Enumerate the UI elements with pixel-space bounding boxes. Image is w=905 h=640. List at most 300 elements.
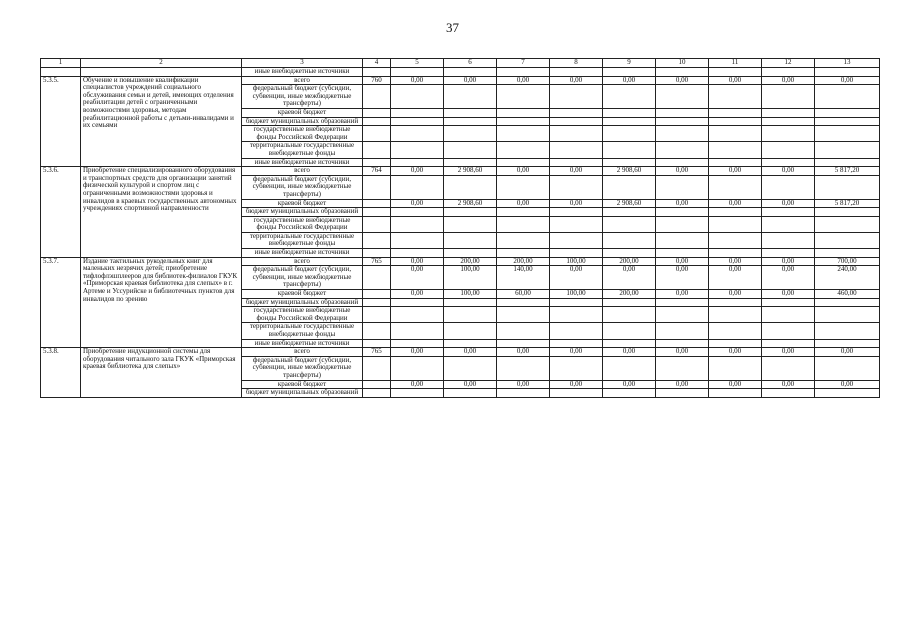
value-cell <box>550 208 603 217</box>
value-cell: 200,00 <box>497 257 550 266</box>
grbs-code <box>363 108 391 117</box>
value-cell <box>603 108 656 117</box>
value-cell <box>550 232 603 248</box>
value-cell: 0,00 <box>550 266 603 290</box>
value-cell <box>444 232 497 248</box>
value-cell <box>709 117 762 126</box>
value-cell: 100,00 <box>444 266 497 290</box>
grbs-code <box>363 208 391 217</box>
value-cell <box>444 126 497 142</box>
col-header: 6 <box>444 59 497 68</box>
value-cell <box>391 85 444 109</box>
source-cell: территориальные государственные внебюджетные фонды <box>242 323 363 339</box>
value-cell <box>497 108 550 117</box>
value-cell: 100,00 <box>550 257 603 266</box>
col-header: 3 <box>242 59 363 68</box>
budget-table-container <box>40 58 880 398</box>
value-cell <box>444 249 497 258</box>
item-code: 5.3.7. <box>41 257 81 348</box>
value-cell <box>762 307 815 323</box>
value-cell: 0,00 <box>391 348 444 357</box>
value-cell <box>391 298 444 307</box>
value-cell <box>603 85 656 109</box>
grbs-code <box>363 126 391 142</box>
value-cell <box>550 298 603 307</box>
value-cell <box>391 356 444 380</box>
value-cell: 0,00 <box>497 380 550 389</box>
value-cell: 0,00 <box>709 266 762 290</box>
grbs-code <box>363 117 391 126</box>
value-cell <box>709 307 762 323</box>
value-cell <box>709 356 762 380</box>
value-cell: 0,00 <box>762 348 815 357</box>
source-cell: бюджет муниципальных образований <box>242 117 363 126</box>
value-cell <box>550 117 603 126</box>
value-cell: 60,00 <box>497 290 550 299</box>
value-cell <box>656 356 709 380</box>
value-cell <box>709 298 762 307</box>
value-cell <box>656 208 709 217</box>
source-cell: всего <box>242 76 363 85</box>
item-name: Приобретение специализированного оборудования и транспортных средств для организации занятий физической культурой и спортом лиц с ограниченными возможностями здоровья и инвалидов в краевых государственных автономных учреждениях спортивной направленности <box>81 167 242 258</box>
value-cell <box>815 298 880 307</box>
value-cell <box>603 175 656 199</box>
value-cell <box>762 249 815 258</box>
value-cell <box>762 175 815 199</box>
source-cell: краевой бюджет <box>242 290 363 299</box>
grbs-code <box>363 307 391 323</box>
col-header: 2 <box>81 59 242 68</box>
grbs-code <box>363 232 391 248</box>
value-cell <box>656 158 709 167</box>
value-cell: 0,00 <box>497 199 550 208</box>
value-cell: 100,00 <box>550 290 603 299</box>
grbs-code <box>363 85 391 109</box>
value-cell <box>762 85 815 109</box>
value-cell: 0,00 <box>709 348 762 357</box>
source-cell: иные внебюджетные источники <box>242 339 363 348</box>
value-cell <box>497 126 550 142</box>
value-cell: 0,00 <box>709 167 762 176</box>
value-cell <box>762 142 815 158</box>
value-cell: 0,00 <box>762 257 815 266</box>
value-cell <box>762 108 815 117</box>
value-cell: 0,00 <box>815 380 880 389</box>
value-cell <box>603 307 656 323</box>
value-cell <box>391 232 444 248</box>
value-cell <box>550 389 603 398</box>
value-cell <box>497 208 550 217</box>
value-cell <box>497 307 550 323</box>
item-code: 5.3.8. <box>41 348 81 398</box>
grbs-code <box>363 389 391 398</box>
budget-table-body <box>41 59 880 398</box>
value-cell <box>550 175 603 199</box>
value-cell <box>603 158 656 167</box>
value-cell <box>444 389 497 398</box>
source-cell: федеральный бюджет (субсидии, субвенции, иные межбюджетные трансферты) <box>242 175 363 199</box>
value-cell: 0,00 <box>391 380 444 389</box>
budget-table <box>40 58 880 398</box>
value-cell: 200,00 <box>444 257 497 266</box>
value-cell <box>444 298 497 307</box>
value-cell <box>709 158 762 167</box>
value-cell <box>709 249 762 258</box>
value-cell <box>391 142 444 158</box>
value-cell <box>391 108 444 117</box>
source-cell: федеральный бюджет (субсидии, субвенции, иные межбюджетные трансферты) <box>242 85 363 109</box>
value-cell <box>497 117 550 126</box>
value-cell <box>603 389 656 398</box>
value-cell <box>391 339 444 348</box>
value-cell <box>444 117 497 126</box>
col-header: 9 <box>603 59 656 68</box>
value-cell <box>709 126 762 142</box>
value-cell <box>497 298 550 307</box>
value-cell: 0,00 <box>391 290 444 299</box>
value-cell <box>444 216 497 232</box>
value-cell <box>815 249 880 258</box>
value-cell: 0,00 <box>762 380 815 389</box>
source-cell: всего <box>242 167 363 176</box>
item-code: 5.3.6. <box>41 167 81 258</box>
value-cell <box>656 307 709 323</box>
value-cell: 0,00 <box>603 380 656 389</box>
value-cell <box>603 339 656 348</box>
grbs-code <box>363 249 391 258</box>
value-cell: 0,00 <box>815 76 880 85</box>
value-cell <box>762 323 815 339</box>
value-cell <box>762 216 815 232</box>
value-cell: 0,00 <box>815 348 880 357</box>
value-cell <box>444 307 497 323</box>
value-cell: 0,00 <box>709 380 762 389</box>
value-cell: 0,00 <box>656 266 709 290</box>
value-cell <box>762 158 815 167</box>
value-cell <box>550 142 603 158</box>
value-cell <box>709 108 762 117</box>
value-cell: 460,00 <box>815 290 880 299</box>
value-cell <box>603 232 656 248</box>
value-cell: 140,00 <box>497 266 550 290</box>
value-cell <box>656 85 709 109</box>
value-cell: 0,00 <box>391 76 444 85</box>
value-cell <box>709 208 762 217</box>
value-cell <box>656 339 709 348</box>
value-cell <box>762 389 815 398</box>
value-cell <box>709 216 762 232</box>
value-cell <box>391 307 444 323</box>
value-cell: 0,00 <box>709 199 762 208</box>
value-cell: 0,00 <box>656 167 709 176</box>
value-cell <box>815 323 880 339</box>
value-cell: 0,00 <box>603 266 656 290</box>
value-cell <box>656 323 709 339</box>
grbs-code: 760 <box>363 76 391 85</box>
value-cell <box>497 142 550 158</box>
source-cell: территориальные государственные внебюджетные фонды <box>242 142 363 158</box>
col-header: 12 <box>762 59 815 68</box>
value-cell <box>815 85 880 109</box>
value-cell <box>550 108 603 117</box>
value-cell <box>656 126 709 142</box>
value-cell <box>656 249 709 258</box>
value-cell: 200,00 <box>603 290 656 299</box>
source-cell: иные внебюджетные источники <box>242 68 363 77</box>
value-cell <box>603 117 656 126</box>
col-header: 8 <box>550 59 603 68</box>
value-cell <box>550 339 603 348</box>
table-row <box>41 348 880 357</box>
col-header: 1 <box>41 59 81 68</box>
value-cell <box>391 175 444 199</box>
value-cell <box>444 85 497 109</box>
source-cell: государственные внебюджетные фонды Российской Федерации <box>242 126 363 142</box>
value-cell: 2 908,60 <box>603 167 656 176</box>
value-cell: 2 908,60 <box>444 167 497 176</box>
value-cell <box>497 175 550 199</box>
value-cell: 0,00 <box>656 76 709 85</box>
value-cell <box>815 126 880 142</box>
value-cell <box>762 298 815 307</box>
value-cell <box>656 117 709 126</box>
value-cell <box>497 339 550 348</box>
value-cell <box>815 389 880 398</box>
source-cell: федеральный бюджет (субсидии, субвенции, иные межбюджетные трансферты) <box>242 266 363 290</box>
value-cell: 0,00 <box>656 380 709 389</box>
value-cell <box>550 126 603 142</box>
value-cell: 0,00 <box>497 167 550 176</box>
value-cell <box>444 108 497 117</box>
value-cell: 0,00 <box>709 76 762 85</box>
value-cell <box>391 158 444 167</box>
value-cell: 100,00 <box>444 290 497 299</box>
header-row <box>41 59 880 68</box>
grbs-code <box>363 298 391 307</box>
value-cell <box>656 232 709 248</box>
value-cell <box>497 389 550 398</box>
grbs-code: 764 <box>363 167 391 176</box>
value-cell <box>550 249 603 258</box>
value-cell: 0,00 <box>762 290 815 299</box>
value-cell <box>603 126 656 142</box>
col-header: 4 <box>363 59 391 68</box>
value-cell <box>656 216 709 232</box>
table-row <box>41 257 880 266</box>
value-cell: 0,00 <box>762 199 815 208</box>
value-cell <box>815 108 880 117</box>
value-cell <box>444 175 497 199</box>
value-cell <box>762 117 815 126</box>
value-cell: 0,00 <box>550 76 603 85</box>
grbs-code: 765 <box>363 348 391 357</box>
value-cell: 0,00 <box>762 167 815 176</box>
value-cell <box>709 175 762 199</box>
value-cell: 0,00 <box>497 76 550 85</box>
value-cell: 0,00 <box>709 290 762 299</box>
grbs-code <box>363 323 391 339</box>
value-cell <box>815 158 880 167</box>
value-cell <box>603 249 656 258</box>
value-cell <box>550 158 603 167</box>
value-cell: 240,00 <box>815 266 880 290</box>
value-cell <box>444 142 497 158</box>
value-cell <box>497 232 550 248</box>
value-cell: 0,00 <box>550 167 603 176</box>
item-name: Издание тактильных рукодельных книг для маленьких незрячих детей; приобретение тифлофлэшплееров для библиотек-филиалов ГКУК «Приморская краевая библиотека для слепых» в г. Артеме и Уссурийске и библиотечных пунктов для инвалидов по зрению <box>81 257 242 348</box>
value-cell <box>550 85 603 109</box>
value-cell <box>815 216 880 232</box>
col-header: 5 <box>391 59 444 68</box>
value-cell: 0,00 <box>762 266 815 290</box>
value-cell <box>497 85 550 109</box>
value-cell: 2 908,60 <box>444 199 497 208</box>
source-cell: бюджет муниципальных образований <box>242 298 363 307</box>
value-cell: 5 817,20 <box>815 167 880 176</box>
table-row <box>41 167 880 176</box>
value-cell <box>444 208 497 217</box>
item-name: Приобретение индукционной системы для оборудования читального зала ГКУК «Приморская краевая библиотека для слепых» <box>81 348 242 398</box>
value-cell <box>603 142 656 158</box>
value-cell <box>762 232 815 248</box>
value-cell <box>603 356 656 380</box>
value-cell <box>815 117 880 126</box>
value-cell <box>550 323 603 339</box>
col-header: 10 <box>656 59 709 68</box>
value-cell: 0,00 <box>550 380 603 389</box>
value-cell <box>815 307 880 323</box>
value-cell: 0,00 <box>709 257 762 266</box>
value-cell <box>709 389 762 398</box>
value-cell <box>815 232 880 248</box>
value-cell <box>709 142 762 158</box>
value-cell <box>656 175 709 199</box>
value-cell: 5 817,20 <box>815 199 880 208</box>
value-cell <box>444 339 497 348</box>
value-cell <box>391 216 444 232</box>
value-cell: 2 908,60 <box>603 199 656 208</box>
value-cell <box>391 117 444 126</box>
source-cell: всего <box>242 257 363 266</box>
value-cell: 0,00 <box>656 257 709 266</box>
value-cell <box>497 323 550 339</box>
value-cell <box>815 339 880 348</box>
grbs-code <box>363 216 391 232</box>
value-cell <box>656 142 709 158</box>
value-cell <box>550 216 603 232</box>
value-cell <box>709 323 762 339</box>
grbs-code <box>363 199 391 208</box>
value-cell <box>550 307 603 323</box>
grbs-code <box>363 142 391 158</box>
value-cell: 0,00 <box>656 348 709 357</box>
value-cell <box>603 298 656 307</box>
value-cell: 0,00 <box>603 76 656 85</box>
value-cell <box>497 249 550 258</box>
value-cell <box>391 323 444 339</box>
grbs-code <box>363 380 391 389</box>
value-cell: 0,00 <box>444 380 497 389</box>
value-cell <box>391 126 444 142</box>
source-cell: краевой бюджет <box>242 380 363 389</box>
value-cell: 0,00 <box>444 348 497 357</box>
value-cell <box>444 323 497 339</box>
value-cell: 0,00 <box>603 348 656 357</box>
value-cell: 0,00 <box>444 76 497 85</box>
value-cell <box>762 126 815 142</box>
item-name: Обучение и повышение квалификации специалистов учреждений социального обслуживания семьи и детей, имеющих отделения реабилитации детей с ограниченными возможностями здоровья, методам реабилитационной работы с детьми-инвалидами и их семьями <box>81 76 242 167</box>
value-cell: 0,00 <box>497 348 550 357</box>
value-cell <box>656 108 709 117</box>
table-row <box>41 76 880 85</box>
source-cell: краевой бюджет <box>242 199 363 208</box>
source-cell: бюджет муниципальных образований <box>242 208 363 217</box>
value-cell: 200,00 <box>603 257 656 266</box>
value-cell <box>550 356 603 380</box>
value-cell: 0,00 <box>762 76 815 85</box>
value-cell: 0,00 <box>656 199 709 208</box>
item-code: 5.3.5. <box>41 76 81 167</box>
value-cell <box>709 339 762 348</box>
source-cell: государственные внебюджетные фонды Российской Федерации <box>242 307 363 323</box>
value-cell <box>444 158 497 167</box>
value-cell <box>815 208 880 217</box>
source-cell: государственные внебюджетные фонды Российской Федерации <box>242 216 363 232</box>
col-header: 13 <box>815 59 880 68</box>
value-cell <box>656 298 709 307</box>
value-cell <box>497 356 550 380</box>
grbs-code <box>363 266 391 290</box>
source-cell: федеральный бюджет (субсидии, субвенции, иные межбюджетные трансферты) <box>242 356 363 380</box>
value-cell <box>497 158 550 167</box>
value-cell <box>391 208 444 217</box>
col-header: 7 <box>497 59 550 68</box>
value-cell: 0,00 <box>550 348 603 357</box>
value-cell: 0,00 <box>391 257 444 266</box>
value-cell <box>391 389 444 398</box>
value-cell: 700,00 <box>815 257 880 266</box>
value-cell <box>656 389 709 398</box>
value-cell <box>815 142 880 158</box>
value-cell <box>603 208 656 217</box>
value-cell <box>497 216 550 232</box>
value-cell <box>444 356 497 380</box>
value-cell: 0,00 <box>391 266 444 290</box>
value-cell <box>815 175 880 199</box>
carry-over-row <box>41 68 880 77</box>
grbs-code <box>363 158 391 167</box>
grbs-code <box>363 356 391 380</box>
value-cell <box>762 339 815 348</box>
grbs-code: 765 <box>363 257 391 266</box>
value-cell <box>709 85 762 109</box>
value-cell: 0,00 <box>391 199 444 208</box>
value-cell: 0,00 <box>391 167 444 176</box>
source-cell: иные внебюджетные источники <box>242 249 363 258</box>
col-header: 11 <box>709 59 762 68</box>
source-cell: бюджет муниципальных образований <box>242 389 363 398</box>
page-number: 37 <box>446 20 459 35</box>
value-cell <box>762 208 815 217</box>
source-cell: краевой бюджет <box>242 108 363 117</box>
value-cell: 0,00 <box>656 290 709 299</box>
source-cell: всего <box>242 348 363 357</box>
value-cell <box>709 232 762 248</box>
grbs-code <box>363 175 391 199</box>
value-cell <box>815 356 880 380</box>
grbs-code <box>363 339 391 348</box>
value-cell <box>603 216 656 232</box>
